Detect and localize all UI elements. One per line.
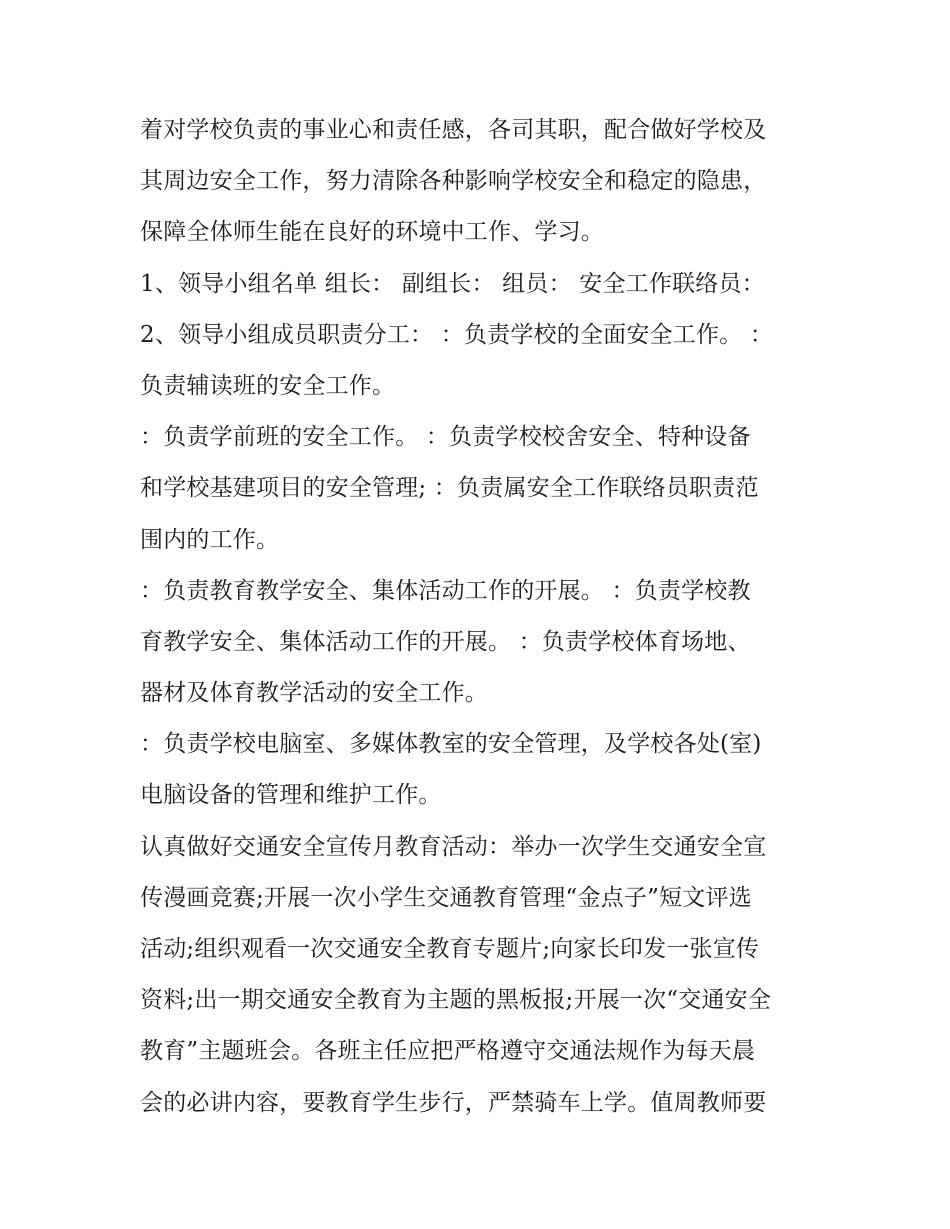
text-line: 活动;组织观看一次交通安全教育专题片;向家长印发一张宣传 <box>140 936 760 962</box>
text-line: 资料;出一期交通安全教育为主题的黑板报;开展一次“交通安全 <box>140 987 772 1014</box>
text-line: 育教学安全、集体活动工作的开展。 ：负责学校体育场地、 <box>140 628 751 655</box>
text-line: 传漫画竞赛;开展一次小学生交通教育管理“金点子”短文评选 <box>140 884 752 911</box>
paragraph-computer-room-duty <box>140 719 820 821</box>
text-line: 保障全体师生能在良好的环境中工作、学习。 <box>140 219 604 246</box>
paragraph-preschool-duty <box>140 412 820 566</box>
text-line: ：负责学校电脑室、多媒体教室的安全管理，及学校各处(室) <box>140 731 762 758</box>
text-line: 其周边安全工作，努力清除各种影响学校安全和稳定的隐患， <box>140 168 767 195</box>
paragraph-teaching-duty <box>140 566 820 720</box>
paragraph-leadership-list <box>140 259 820 310</box>
text-line: 认真做好交通安全宣传月教育活动：举办一次学生交通安全宣 <box>140 833 767 860</box>
text-line: 2、领导小组成员职责分工： ：负责学校的全面安全工作。 ： <box>140 321 774 348</box>
paragraph-duty-division <box>140 310 820 412</box>
text-line: 会的必讲内容，要教育学生步行，严禁骑车上学。值周教师要 <box>140 1089 767 1116</box>
text-line: ：负责教育教学安全、集体活动工作的开展。 ：负责学校教 <box>140 577 751 604</box>
text-line: 1、领导小组名单 组长： 副组长： 组员： 安全工作联络员： <box>140 270 765 297</box>
document-body <box>140 105 820 1129</box>
text-line: ：负责学前班的安全工作。 ：负责学校校舍安全、特种设备 <box>140 424 751 451</box>
paragraph-intro <box>140 105 820 259</box>
paragraph-traffic-safety <box>140 822 820 1129</box>
text-line: 和学校基建项目的安全管理; ：负责属安全工作联络员职责范 <box>140 475 759 502</box>
text-line: 负责辅读班的安全工作。 <box>140 372 396 399</box>
text-line: 围内的工作。 <box>140 526 280 553</box>
text-line: 器材及体育教学活动的安全工作。 <box>140 680 488 707</box>
text-line: 着对学校负责的事业心和责任感，各司其职，配合做好学校及 <box>140 117 767 143</box>
text-line: 教育”主题班会。各班主任应把严格遵守交通法规作为每天晨 <box>140 1038 756 1065</box>
text-line: 电脑设备的管理和维护工作。 <box>140 782 442 809</box>
